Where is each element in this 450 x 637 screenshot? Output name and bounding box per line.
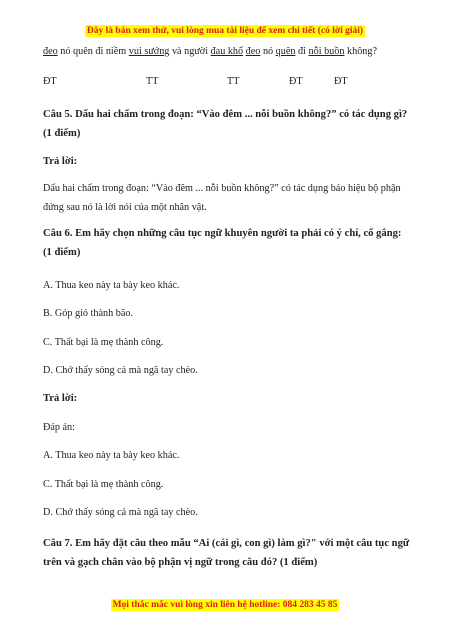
q6-option: B. Góp gió thành bão. bbox=[43, 308, 133, 319]
word-type: ĐT bbox=[43, 76, 57, 87]
q6-option: A. Thua keo này ta bày keo khác. bbox=[43, 280, 180, 291]
q6-question: Câu 6. Em hãy chọn những câu tục ngữ khuyên người ta phải có ý chí, cố gắng: (1 điểm) bbox=[43, 228, 402, 258]
word-type: ĐT bbox=[334, 76, 348, 87]
q5-answer: Dấu hai chấm trong đoạn: “Vào đêm ... nỗi buồn không?” có tác dụng báo hiệu bộ phận đứng sau nó là lời nói của một nhân vật. bbox=[43, 183, 401, 213]
q6-answer-prefix: Đáp án: bbox=[43, 422, 75, 433]
q6-answer: C. Thất bại là mẹ thành công. bbox=[43, 479, 164, 490]
q6-option: D. Chớ thấy sóng cả mà ngã tay chèo. bbox=[43, 365, 198, 376]
word-type: ĐT bbox=[289, 76, 303, 87]
q6-answer: A. Thua keo này ta bày keo khác. bbox=[43, 450, 180, 461]
intro-line: đeo nó quên đi niềm vui sướng và người đau khổ đeo nó quên đi nỗi buồn không? bbox=[43, 46, 378, 57]
word-type: TT bbox=[146, 76, 159, 87]
q5-answer-label: Trả lời: bbox=[43, 156, 78, 167]
q7-question: Câu 7. Em hãy đặt câu theo mẫu “Ai (cái gì, con gì) làm gì?" với một câu tục ngữ trên và gạch chân vào bộ phận vị ngữ trong câu đó? (1 điểm) bbox=[43, 538, 410, 568]
q5-question: Câu 5. Dấu hai chấm trong đoạn: “Vào đêm ... nỗi buồn không?” có tác dụng gì? (1 điểm) bbox=[43, 109, 408, 139]
header-notice: Đây là bản xem thử, vui lòng mua tài liệu để xem chi tiết (có lời giải) bbox=[86, 26, 364, 36]
word-type: TT bbox=[227, 76, 240, 87]
q6-answer-label: Trả lời: bbox=[43, 393, 78, 404]
footer-notice: Mọi thắc mắc vui lòng xin liên hệ hotline: 084 283 45 85 bbox=[112, 600, 338, 610]
q6-option: C. Thất bại là mẹ thành công. bbox=[43, 337, 164, 348]
q6-answer: D. Chớ thấy sóng cả mà ngã tay chèo. bbox=[43, 507, 198, 518]
